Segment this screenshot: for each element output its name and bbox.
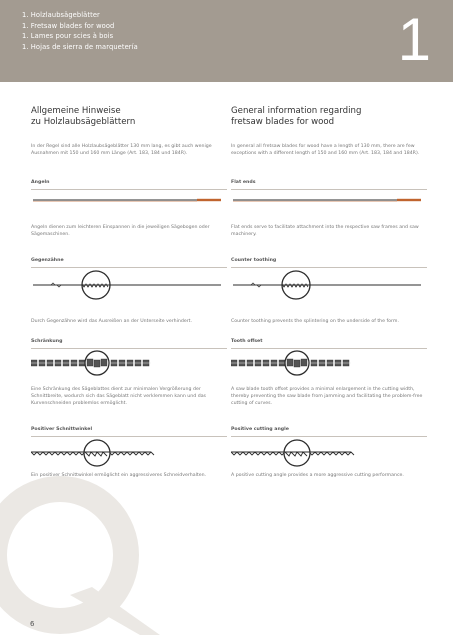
tooth-offset-illustration xyxy=(231,350,427,380)
section-title-de-line1: Allgemeine Hinweise xyxy=(31,106,121,116)
intro-text-en: In general all fretsaw blades for wood have a length of 130 mm, there are few exceptions with a different length of 150 and 160 mm (Art. 183, 184 and 184R). xyxy=(231,144,420,156)
section-label-gegenzaehne: Gegenzähne xyxy=(31,258,64,263)
cutting-angle-illustration xyxy=(31,438,227,470)
section-label-angeln: Angeln xyxy=(31,180,50,185)
section-title-de-line2: zu Holzlaubsägeblättern xyxy=(31,117,136,128)
flat-end-blade-illustration xyxy=(31,195,227,207)
section-divider xyxy=(231,189,427,190)
section-label-counter-toothing: Counter toothing xyxy=(231,258,277,263)
counter-toothing-illustration xyxy=(31,268,227,304)
section-divider xyxy=(31,436,227,437)
intro-text-de: In der Regel sind alle Holzlaubsägeblätter 130 mm lang, es gibt auch wenige Ausnahmen mit 150 und 160 mm Länge (Art. 183, 184 und 184R). xyxy=(31,144,212,156)
section-label-tooth-offset: Tooth offset xyxy=(231,339,263,344)
section-divider xyxy=(231,348,427,349)
section-divider xyxy=(31,189,227,190)
cutting-angle-illustration xyxy=(231,438,427,470)
tooth-offset-illustration xyxy=(31,350,227,380)
section-title-en-line2: fretsaw blades for wood xyxy=(231,117,335,128)
section-label-schraenkung: Schränkung xyxy=(31,339,63,344)
section-label-cutting-angle: Positive cutting angle xyxy=(231,427,289,432)
section-divider xyxy=(231,436,427,437)
desc-counter-toothing: Counter toothing prevents the splintering on the underside of the form. xyxy=(231,319,399,324)
page-number: 6 xyxy=(30,620,35,628)
desc-schnittwinkel: Ein positiver Schnittwinkel ermöglicht ein aggressiveres Schneidverhalten. xyxy=(31,473,207,478)
desc-schraenkung: Eine Schränkung des Sägeblattes dient zur minimalen Vergrößerung der Schnittbreite, wodurch sich das Sägeblatt nicht verklemmen kann und das Kurvenschneiden problemlos ermöglicht. xyxy=(31,387,207,406)
section-title-en xyxy=(231,106,361,128)
desc-gegenzaehne: Durch Gegenzähne wird das Ausreißen an der Unterseite verhindert. xyxy=(31,319,192,324)
chapter-title-en: 1. Fretsaw blades for wood xyxy=(22,21,115,30)
chapter-titles xyxy=(22,10,138,52)
chapter-title-es: 1. Hojas de sierra de marquetería xyxy=(22,42,138,51)
section-divider xyxy=(31,348,227,349)
chapter-title-fr: 1. Lames pour scies à bois xyxy=(22,32,114,41)
quality-logo-watermark xyxy=(0,475,170,640)
chapter-title-de: 1. Holzlaubsägeblätter xyxy=(22,11,100,19)
section-title-de xyxy=(31,106,135,128)
flat-end-blade-illustration xyxy=(231,195,427,207)
section-label-flat-ends: Flat ends xyxy=(231,180,256,185)
desc-tooth-offset: A saw blade tooth offset provides a minimal enlargement in the cutting width, thereby preventing the saw blade from jamming and facilitating the problem-free cutting of curves. xyxy=(231,387,423,406)
desc-flat-ends: Flat ends serve to facilitate attachment into the respective saw frames and saw machinery. xyxy=(231,225,419,237)
section-title-en-line1: General information regarding xyxy=(231,106,362,116)
quality-watermark-text: QUALITY xyxy=(48,510,73,516)
chapter-number: 1 xyxy=(397,6,431,73)
section-label-schnittwinkel: Positiver Schnittwinkel xyxy=(31,427,93,432)
chapter-header xyxy=(0,0,453,82)
desc-angeln: Angeln dienen zum leichteren Einspannen in die jeweiligen Sägebogen oder Sägemaschinen. xyxy=(31,225,210,237)
desc-cutting-angle: A positive cutting angle provides a more aggressive cutting performance. xyxy=(231,473,404,478)
counter-toothing-illustration xyxy=(231,268,427,304)
